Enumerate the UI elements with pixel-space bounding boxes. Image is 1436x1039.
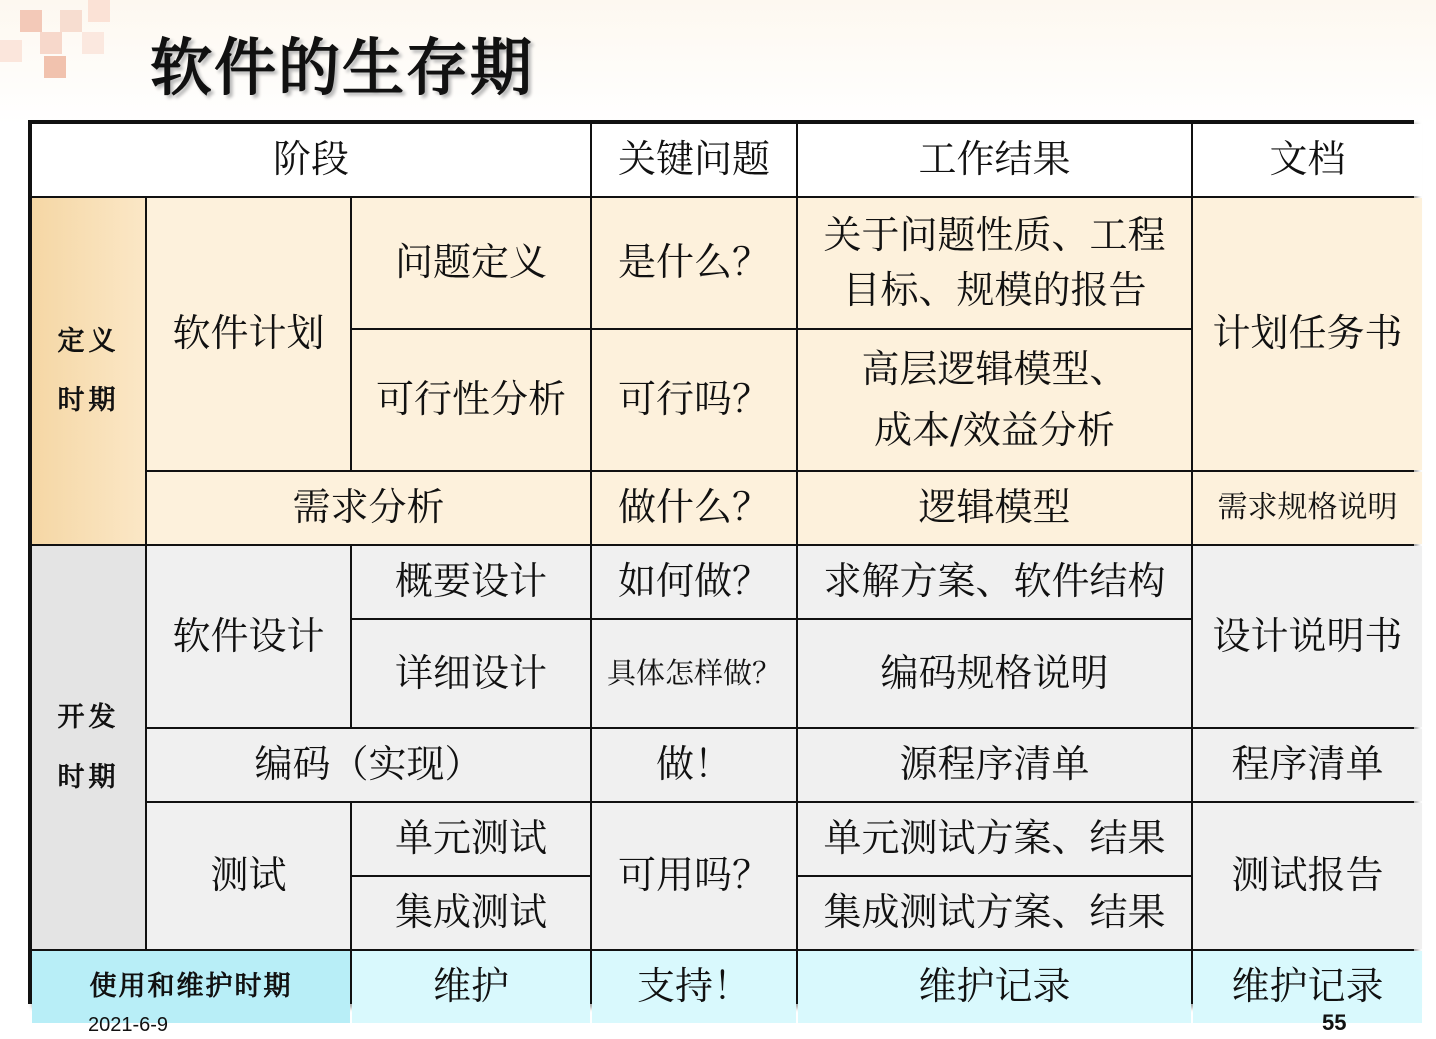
requirements-document: 需求规格说明 bbox=[1193, 472, 1422, 544]
maintenance-period-label: 使用和维护时期 bbox=[32, 951, 350, 1023]
lifecycle-table bbox=[28, 120, 1414, 1009]
definition-period-label-line1: 定义 bbox=[57, 325, 120, 357]
header-stage: 阶段 bbox=[32, 124, 590, 196]
decorative-squares bbox=[0, 0, 120, 90]
problem-definition-result-line1: 关于问题性质、工程 bbox=[823, 212, 1166, 257]
coding-question: 做！ bbox=[592, 729, 796, 801]
header-document: 文档 bbox=[1193, 124, 1422, 196]
design-document-cell: 设计说明书 bbox=[1193, 546, 1422, 727]
problem-definition-question: 是什么？ bbox=[592, 198, 796, 328]
software-plan-cell: 软件计划 bbox=[147, 198, 350, 470]
maintenance-document: 维护记录 bbox=[1193, 951, 1422, 1023]
coding-document: 程序清单 bbox=[1193, 729, 1422, 801]
maintenance-stage: 维护 bbox=[352, 951, 590, 1023]
requirements-question: 做什么？ bbox=[592, 472, 796, 544]
problem-definition-cell: 问题定义 bbox=[352, 198, 590, 328]
unit-test-result: 单元测试方案、结果 bbox=[798, 803, 1191, 875]
outline-design-result: 求解方案、软件结构 bbox=[798, 546, 1191, 618]
testing-cell: 测试 bbox=[147, 803, 350, 949]
maintenance-question: 支持！ bbox=[592, 951, 796, 1023]
detail-design-cell: 详细设计 bbox=[352, 620, 590, 727]
development-period-label bbox=[32, 546, 145, 949]
header-work-result: 工作结果 bbox=[798, 124, 1191, 196]
problem-definition-result-line2: 目标、规模的报告 bbox=[842, 268, 1147, 312]
problem-definition-result bbox=[798, 198, 1191, 328]
unit-test-cell: 单元测试 bbox=[352, 803, 590, 875]
outline-design-cell: 概要设计 bbox=[352, 546, 590, 618]
detail-design-result: 编码规格说明 bbox=[798, 620, 1191, 727]
definition-period-label-line2: 时期 bbox=[57, 385, 120, 416]
definition-period-label bbox=[32, 198, 145, 544]
feasibility-result-line2: 成本/效益分析 bbox=[874, 408, 1115, 452]
outline-design-question: 如何做？ bbox=[592, 546, 796, 618]
testing-question: 可用吗？ bbox=[592, 803, 796, 949]
feasibility-question: 可行吗？ bbox=[592, 330, 796, 470]
feasibility-result bbox=[798, 330, 1191, 470]
header-key-question: 关键问题 bbox=[592, 124, 796, 196]
detail-design-question: 具体怎样做？ bbox=[592, 620, 796, 727]
coding-result: 源程序清单 bbox=[798, 729, 1191, 801]
feasibility-cell: 可行性分析 bbox=[352, 330, 590, 470]
page-title: 软件的生存期 bbox=[150, 31, 535, 104]
integration-test-cell: 集成测试 bbox=[352, 877, 590, 949]
development-period-label-line1: 开发 bbox=[57, 702, 120, 734]
feasibility-result-line1: 高层逻辑模型、 bbox=[861, 347, 1128, 392]
requirements-cell: 需求分析 bbox=[147, 472, 590, 544]
software-design-cell: 软件设计 bbox=[147, 546, 350, 727]
requirements-result: 逻辑模型 bbox=[798, 472, 1191, 544]
testing-document: 测试报告 bbox=[1193, 803, 1422, 949]
development-period-label-line2: 时期 bbox=[57, 761, 120, 793]
coding-cell: 编码（实现） bbox=[147, 729, 590, 801]
page-number: 55 bbox=[1322, 1010, 1347, 1035]
integration-test-result: 集成测试方案、结果 bbox=[798, 877, 1191, 949]
footer-date: 2021-6-9 bbox=[88, 1014, 169, 1036]
maintenance-result: 维护记录 bbox=[798, 951, 1191, 1023]
plan-document-cell: 计划任务书 bbox=[1193, 198, 1422, 470]
